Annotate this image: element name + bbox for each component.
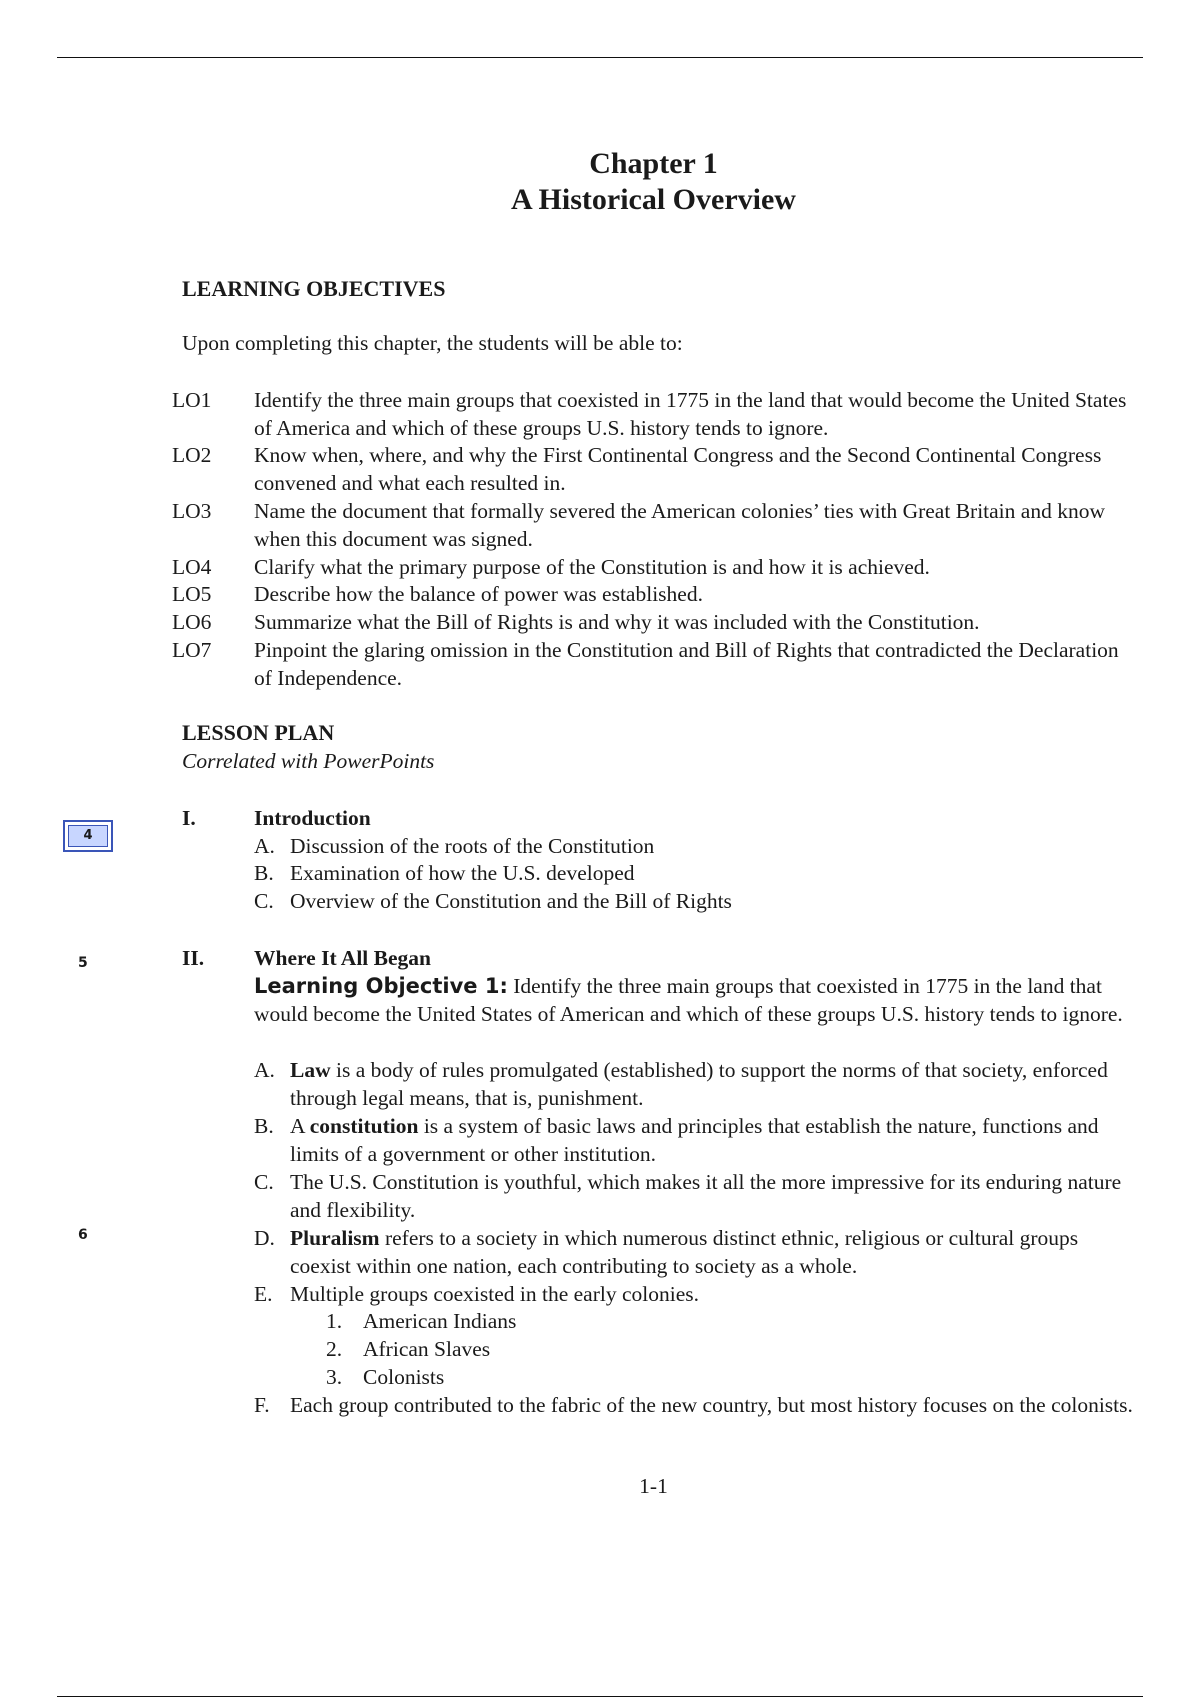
- learning-objective-text: Identify the three main groups that coexisted in 1775 in the land that would become the United States of American and which of these groups U.S. history tends to ignore.: [254, 974, 1123, 1026]
- section-numeral: II.: [182, 946, 205, 970]
- definition: is a body of rules promulgated (established) to support the norms of that society, enforced through legal means, that is, punishment.: [290, 1058, 1108, 1110]
- definition: refers to a society in which numerous distinct ethnic, religious or cultural groups coexist within one nation, each contributing to society as a whole.: [290, 1226, 1079, 1278]
- sub-list-number: 2.: [326, 1337, 343, 1361]
- term: constitution: [309, 1114, 419, 1138]
- list-letter: D.: [254, 1226, 275, 1250]
- list-item: [290, 1056, 1135, 1112]
- definition: is a system of basic laws and principles that establish the nature, functions and limits of a government or other institution.: [290, 1114, 1099, 1166]
- lo-code: LO6: [172, 610, 212, 634]
- term: Law: [290, 1058, 331, 1082]
- top-rule: [57, 57, 1143, 58]
- list-letter: A.: [254, 834, 275, 858]
- sub-list-item: Colonists: [363, 1365, 445, 1389]
- list-item: [290, 1112, 1135, 1168]
- sub-list-number: 3.: [326, 1365, 343, 1389]
- list-item: Examination of how the U.S. developed: [290, 861, 635, 885]
- lo-text: Name the document that formally severed the American colonies’ ties with Great Britain and know when this document was signed.: [254, 499, 1105, 551]
- sub-list-item: American Indians: [363, 1309, 517, 1333]
- lo-code: LO1: [172, 388, 212, 412]
- slide-marker-box: [63, 820, 113, 852]
- lo-code: LO2: [172, 443, 212, 467]
- lo-code: LO3: [172, 499, 212, 523]
- lo-code: LO5: [172, 582, 212, 606]
- list-letter: A.: [254, 1058, 275, 1082]
- chapter-title: A Historical Overview: [511, 183, 796, 216]
- learning-objective-label: Learning Objective 1:: [254, 974, 508, 998]
- lo-text: Know when, where, and why the First Continental Congress and the Second Continental Congress convened and what each resulted in.: [254, 443, 1102, 495]
- list-item: Discussion of the roots of the Constitution: [290, 834, 655, 858]
- term: Pluralism: [290, 1226, 380, 1250]
- list-item: Overview of the Constitution and the Bill of Rights: [290, 889, 732, 913]
- slide-marker-number: 5: [78, 955, 88, 971]
- lo-code: LO4: [172, 555, 212, 579]
- lo-text: Describe how the balance of power was established.: [254, 582, 703, 606]
- list-letter: B.: [254, 861, 274, 885]
- list-item: Each group contributed to the fabric of the new country, but most history focuses on the colonists.: [290, 1393, 1133, 1417]
- slide-marker-number: 6: [78, 1227, 88, 1243]
- lo-text: Pinpoint the glaring omission in the Constitution and Bill of Rights that contradicted the Declaration of Independence.: [254, 638, 1119, 690]
- list-letter: C.: [254, 889, 274, 913]
- page-number: 1-1: [639, 1474, 668, 1498]
- list-letter: C.: [254, 1170, 274, 1194]
- sub-list-item: African Slaves: [363, 1337, 491, 1361]
- lo-text: Clarify what the primary purpose of the Constitution is and how it is achieved.: [254, 555, 930, 579]
- list-letter: F.: [254, 1393, 270, 1417]
- list-letter: B.: [254, 1114, 274, 1138]
- list-item: Multiple groups coexisted in the early colonies.: [290, 1282, 700, 1306]
- learning-objectives-heading: LEARNING OBJECTIVES: [182, 276, 446, 301]
- slide-marker-number: 4: [68, 825, 108, 847]
- lo-text: Summarize what the Bill of Rights is and why it was included with the Constitution.: [254, 610, 980, 634]
- list-item: The U.S. Constitution is youthful, which makes it all the more impressive for its enduring nature and flexibility.: [290, 1170, 1122, 1222]
- list-item: [290, 1224, 1135, 1280]
- lesson-plan-heading: LESSON PLAN: [182, 720, 335, 745]
- lo-code: LO7: [172, 638, 212, 662]
- section-title: Where It All Began: [254, 946, 431, 970]
- lesson-plan-subheading: Correlated with PowerPoints: [182, 749, 435, 773]
- chapter-number: Chapter 1: [589, 147, 718, 180]
- learning-objective-paragraph: [254, 972, 1134, 1028]
- prefix: A: [290, 1114, 310, 1138]
- bottom-rule: [57, 1696, 1143, 1697]
- objectives-intro: Upon completing this chapter, the students will be able to:: [182, 331, 683, 355]
- sub-list-number: 1.: [326, 1309, 343, 1333]
- list-letter: E.: [254, 1282, 273, 1306]
- section-numeral: I.: [182, 806, 196, 830]
- section-title: Introduction: [254, 806, 371, 830]
- lo-text: Identify the three main groups that coexisted in 1775 in the land that would become the United States of America and which of these groups U.S. history tends to ignore.: [254, 388, 1127, 440]
